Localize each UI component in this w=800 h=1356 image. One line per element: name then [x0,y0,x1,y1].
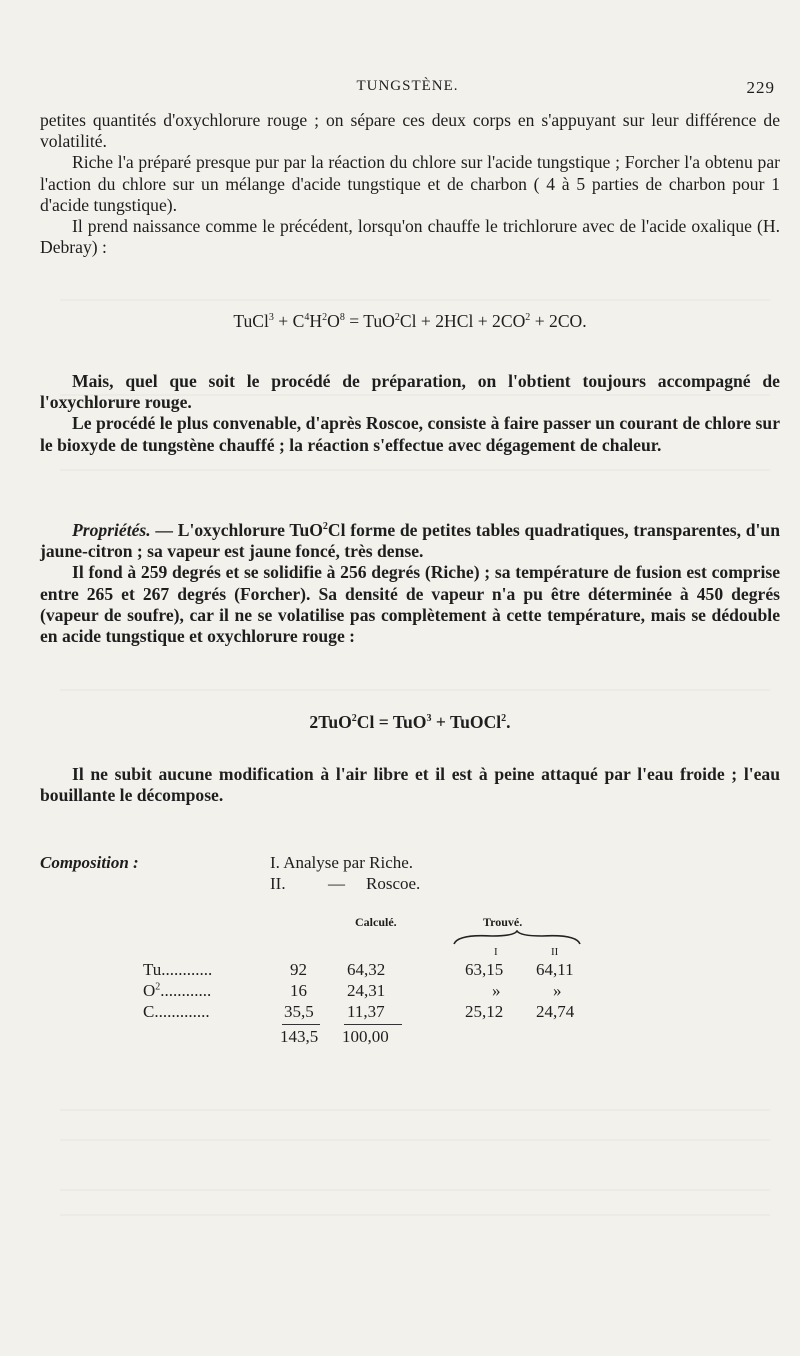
cell-found-i: » [492,981,501,1000]
cell-calc-a: 92 [290,960,307,979]
found-brace [452,930,582,946]
row-label: $O^2$............ [143,981,212,1000]
paragraph: Il ne subit aucune modification à l'air libre et il est à peine attaqué par l'eau froide ; l'eau bouillante le décompose. [40,764,780,806]
header-calculated: Calculé. [355,915,397,929]
subheader-i: I [494,946,498,958]
reaction-formula: TuCl$^3$ + $C^4H^2O^8 = TuO^2Cl + 2HCl + 2CO^2 + 2CO$. [233,311,587,331]
cell-found-ii: » [553,981,562,1000]
paragraph: Il prend naissance comme le précédent, lorsqu'on chauffe le trichlorure avec de l'acide oxalique (H. Debray) : [40,216,780,258]
cell-found-i: 25,12 [465,1002,504,1021]
analysis-roscoe-number: II. [270,874,286,893]
body-text-bottom [40,764,780,806]
paragraph: Il fond à 259 degrés et se solidifie à 256 degrés (Riche) ; sa température de fusion est comprise entre 265 et 267 degrés (Forcher). Sa densité de vapeur n'a pu être déterminée à 450 degrés (vapeur de soufre), car il ne se volatilise pas complètement à cette température, mais se dédouble en acide tungstique et oxychlorure rouge : [40,562,780,647]
cell-calc-b: 24,31 [347,981,386,1000]
total-rule [344,1024,402,1025]
page-number: 229 [746,78,775,97]
analysis-roscoe-name: Roscoe. [366,874,421,893]
section-label: Propriétés. [72,520,151,540]
chapter-title: TUNGSTÈNE. [356,78,459,94]
cell-calc-b: 11,37 [347,1002,385,1021]
cell-found-ii: 64,11 [536,960,574,979]
composition-label: Composition : [40,853,139,872]
cell-found-i: 63,15 [465,960,504,979]
body-text-middle [40,371,780,456]
paragraph: petites quantités d'oxychlorure rouge ; on sépare ces deux corps en s'appuyant sur leur différence de volatilité. [40,110,780,152]
row-label: Tu............ [143,960,213,979]
cell-calc-a: 35,5 [284,1002,314,1021]
analysis-riche: I. Analyse par Riche. [270,853,414,872]
paragraph: Mais, quel que soit le procédé de préparation, on l'obtient toujours accompagné de l'oxychlorure rouge. [40,371,780,413]
row-label: C............. [143,1002,210,1021]
paragraph: Riche l'a préparé presque pur par la réaction du chlore sur l'acide tungstique ; Forcher l'a obtenu par l'action du chlore sur un mélange d'acide tungstique et de charbon ( 4 à 5 parties de charbon pour 1 d'acide tungstique). [40,152,780,215]
header-found: Trouvé. [483,915,523,929]
body-text-properties [40,520,780,647]
total-rule [282,1024,320,1025]
cell-calc-a: 16 [290,981,307,1000]
subheader-ii: II [551,946,559,958]
cell-found-ii: 24,74 [536,1002,575,1021]
cell-total-a: 143,5 [280,1027,319,1046]
body-text-top [40,110,780,258]
analysis-roscoe-dash: — [328,874,345,893]
running-head [40,78,775,102]
paragraph: Le procédé le plus convenable, d'après Roscoe, consiste à faire passer un courant de chlore sur le bioxyde de tungstène chauffé ; la réaction s'effectue avec dégagement de chaleur. [40,413,780,455]
cell-total-b: 100,00 [342,1027,389,1046]
cell-calc-b: 64,32 [347,960,386,979]
paragraph-properties: Propriétés. — L'oxychlorure TuO$^2$Cl forme de petites tables quadratiques, transparentes, d'un jaune-citron ; sa vapeur est jaune foncé, très dense. [40,520,780,562]
decomposition-formula: 2TuO$^2$Cl = TuO$^3$ + TuOCl$^2$. [309,712,511,732]
